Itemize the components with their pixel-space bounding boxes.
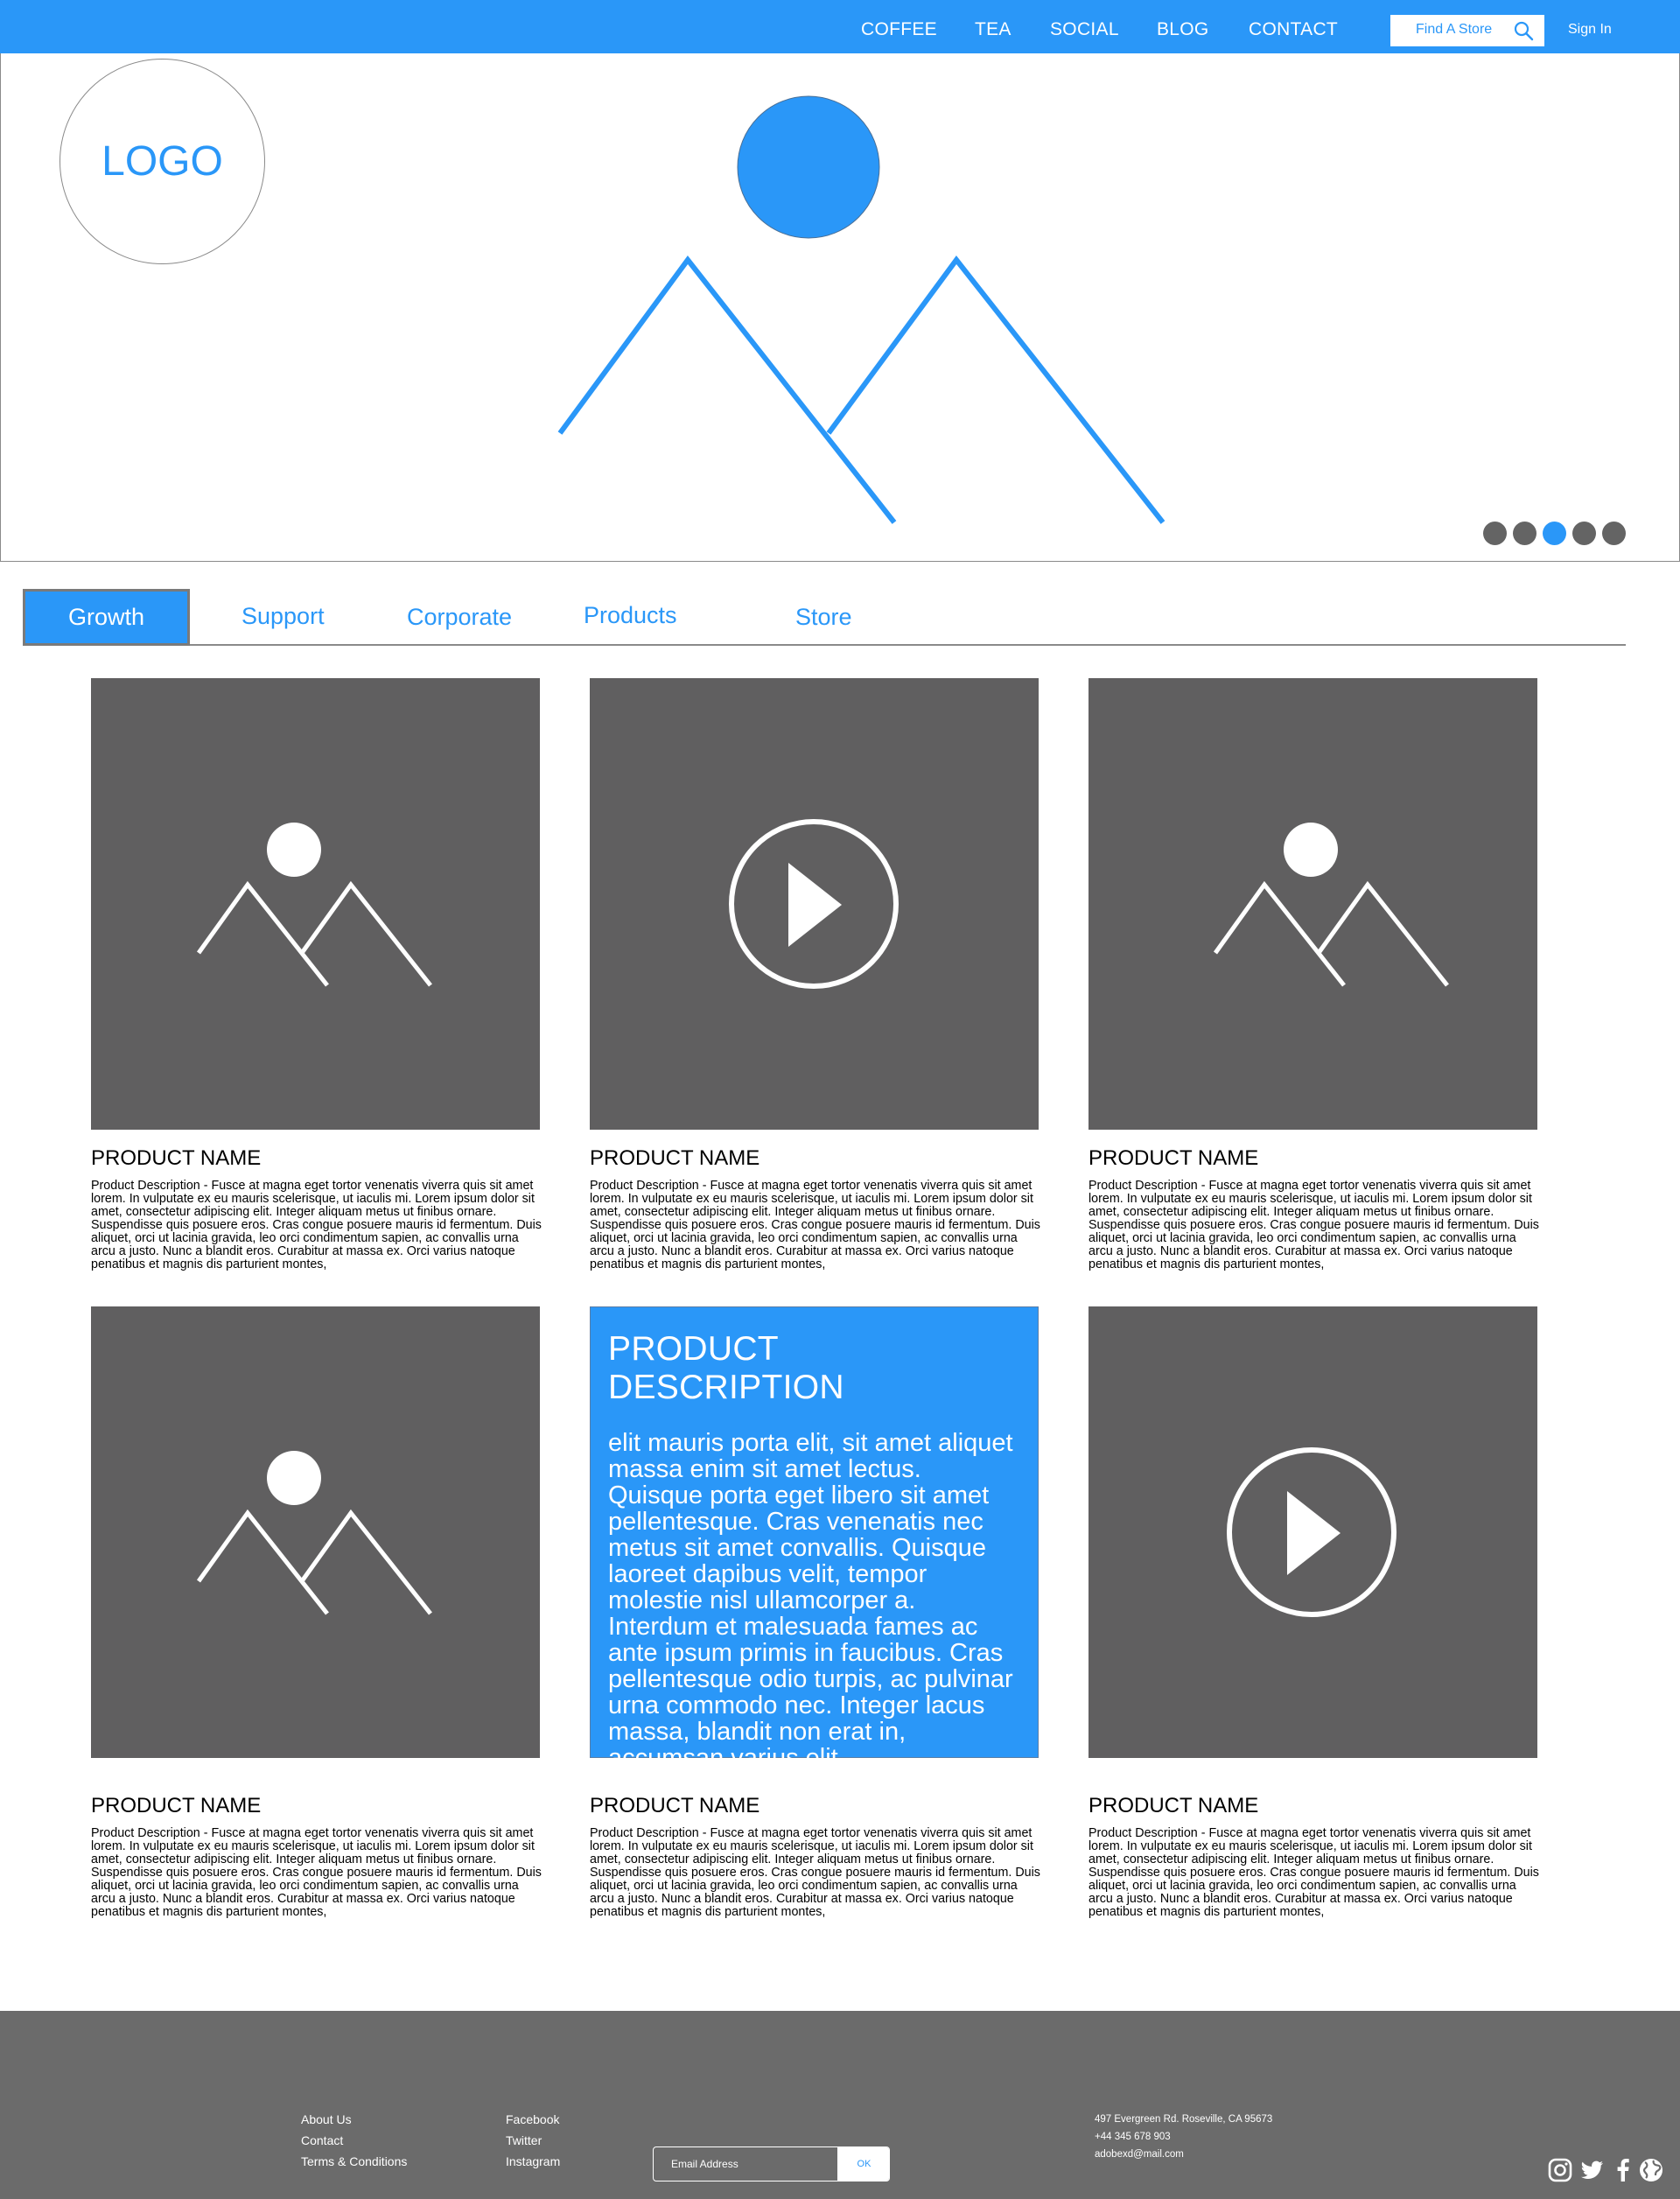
carousel-dot-1[interactable]	[1483, 522, 1507, 545]
product-image-1[interactable]	[91, 678, 540, 1130]
search-icon[interactable]	[1513, 20, 1534, 41]
footer-link-about[interactable]: About Us	[301, 2112, 352, 2126]
product-name: PRODUCT NAME	[1088, 1794, 1259, 1817]
email-input[interactable]	[654, 2147, 837, 2181]
tab-support[interactable]: Support	[242, 603, 325, 629]
product-image-4[interactable]	[91, 1306, 540, 1758]
logo[interactable]	[60, 59, 265, 264]
product-name: PRODUCT NAME	[91, 1146, 262, 1170]
product-name: PRODUCT NAME	[1088, 1146, 1259, 1170]
nav-link-tea[interactable]: TEA	[975, 19, 1012, 39]
twitter-icon[interactable]	[1579, 2157, 1606, 2183]
product-description: Product Description - Fusce at magna eget tortor venenatis viverra quis sit amet lorem. In vulputate ex eu mauris scelerisque, ut iaculis mi. Lorem ipsum dolor sit amet, consectetur adipiscing elit. Integer aliquam metus ut finibus ornare. Suspendisse quis posuere eros. Cras congue posuere mauris id fermentum. Duis aliquet, orci ut lacinia gravida, leo orci condimentum sapien, ac convallis urna arcu a justo. Nunc a blandit eros. Curabitur at massa ex. Orci varius natoque penatibus et magnis dis parturient montes,	[1088, 1826, 1539, 1919]
footer-address: 497 Evergreen Rd. Roseville, CA 95673	[1095, 2114, 1273, 2125]
description-card-title: PRODUCT DESCRIPTION	[608, 1330, 844, 1406]
nav-link-coffee[interactable]: COFFEE	[861, 19, 937, 39]
footer-phone: +44 345 678 903	[1095, 2132, 1171, 2142]
facebook-icon[interactable]	[1610, 2157, 1636, 2183]
ok-button[interactable]: OK	[837, 2147, 890, 2181]
top-nav-bar	[0, 0, 1680, 53]
product-description: Product Description - Fusce at magna eget tortor venenatis viverra quis sit amet lorem. In vulputate ex eu mauris scelerisque, ut iaculis mi. Lorem ipsum dolor sit amet, consectetur adipiscing elit. Integer aliquam metus ut finibus ornare. Suspendisse quis posuere eros. Cras congue posuere mauris id fermentum. Duis aliquet, orci ut lacinia gravida, leo orci condimentum sapien, ac convallis urna arcu a justo. Nunc a blandit eros. Curabitur at massa ex. Orci varius natoque penatibus et magnis dis parturient montes,	[91, 1179, 542, 1271]
nav-link-social[interactable]: SOCIAL	[1050, 19, 1119, 39]
product-description-card	[590, 1306, 1039, 1772]
hero-banner	[0, 53, 1680, 562]
play-icon[interactable]	[1088, 1306, 1537, 1758]
product-description: Product Description - Fusce at magna eget tortor venenatis viverra quis sit amet lorem. In vulputate ex eu mauris scelerisque, ut iaculis mi. Lorem ipsum dolor sit amet, consectetur adipiscing elit. Integer aliquam metus ut finibus ornare. Suspendisse quis posuere eros. Cras congue posuere mauris id fermentum. Duis aliquet, orci ut lacinia gravida, leo orci condimentum sapien, ac convallis urna arcu a justo. Nunc a blandit eros. Curabitur at massa ex. Orci varius natoque penatibus et magnis dis parturient montes,	[590, 1179, 1040, 1271]
nav-link-contact[interactable]: CONTACT	[1249, 19, 1339, 39]
footer-link-terms[interactable]: Terms & Conditions	[301, 2154, 408, 2168]
product-name: PRODUCT NAME	[590, 1794, 760, 1817]
find-store-search[interactable]	[1390, 15, 1544, 46]
play-icon[interactable]	[590, 678, 1039, 1130]
find-store-label: Find A Store	[1416, 22, 1493, 37]
product-description: Product Description - Fusce at magna eget tortor venenatis viverra quis sit amet lorem. In vulputate ex eu mauris scelerisque, ut iaculis mi. Lorem ipsum dolor sit amet, consectetur adipiscing elit. Integer aliquam metus ut finibus ornare. Suspendisse quis posuere eros. Cras congue posuere mauris id fermentum. Duis aliquet, orci ut lacinia gravida, leo orci condimentum sapien, ac convallis urna arcu a justo. Nunc a blandit eros. Curabitur at massa ex. Orci varius natoque penatibus et magnis dis parturient montes,	[590, 1826, 1040, 1919]
product-name: PRODUCT NAME	[91, 1794, 262, 1817]
tab-products[interactable]: Products	[584, 602, 677, 628]
carousel-dot-2[interactable]	[1513, 522, 1536, 545]
carousel-dot-3-active[interactable]	[1543, 522, 1566, 545]
product-video-2[interactable]	[590, 678, 1039, 1130]
product-video-6[interactable]	[1088, 1306, 1537, 1758]
footer-link-facebook[interactable]: Facebook	[506, 2112, 560, 2126]
sign-in-link[interactable]: Sign In	[1568, 22, 1612, 37]
tabs-divider	[23, 644, 1626, 646]
footer-link-instagram[interactable]: Instagram	[506, 2154, 561, 2168]
logo-text: LOGO	[102, 138, 223, 185]
image-placeholder-icon	[1088, 678, 1537, 1130]
product-image-3[interactable]	[1088, 678, 1537, 1130]
image-placeholder-icon	[91, 1306, 540, 1758]
product-name: PRODUCT NAME	[590, 1146, 760, 1170]
newsletter-form	[653, 2146, 890, 2181]
globe-icon[interactable]	[1638, 2157, 1664, 2183]
footer-link-contact[interactable]: Contact	[301, 2133, 344, 2147]
carousel-dot-4[interactable]	[1572, 522, 1596, 545]
carousel-dot-5[interactable]	[1602, 522, 1626, 545]
footer-email: adobexd@mail.com	[1095, 2149, 1184, 2160]
footer-link-twitter[interactable]: Twitter	[506, 2133, 542, 2147]
nav-link-blog[interactable]: BLOG	[1157, 19, 1209, 39]
footer	[0, 2011, 1680, 2199]
description-card-body: elit mauris porta elit, sit amet aliquet massa enim sit amet lectus. Quisque porta eget libero sit amet pellentesque. Cras venenatis nec metus sit amet convallis. Quisque laoreet dapibus velit, tempor molestie nisl ullamcorper a. Interdum et malesuada fames ac ante ipsum primis in faucibus. Cras pellentesque odio turpis, ac pulvinar urna commodo nec. Integer lacus massa, blandit non erat in, accumsan varius elit.	[608, 1429, 1013, 1772]
tab-corporate[interactable]: Corporate	[407, 604, 513, 630]
instagram-icon[interactable]	[1547, 2157, 1573, 2183]
product-description: Product Description - Fusce at magna eget tortor venenatis viverra quis sit amet lorem. In vulputate ex eu mauris scelerisque, ut iaculis mi. Lorem ipsum dolor sit amet, consectetur adipiscing elit. Integer aliquam metus ut finibus ornare. Suspendisse quis posuere eros. Cras congue posuere mauris id fermentum. Duis aliquet, orci ut lacinia gravida, leo orci condimentum sapien, ac convallis urna arcu a justo. Nunc a blandit eros. Curabitur at massa ex. Orci varius natoque penatibus et magnis dis parturient montes,	[91, 1826, 542, 1919]
tab-growth[interactable]: Growth	[23, 589, 190, 646]
tab-store[interactable]: Store	[795, 604, 852, 630]
product-description: Product Description - Fusce at magna eget tortor venenatis viverra quis sit amet lorem. In vulputate ex eu mauris scelerisque, ut iaculis mi. Lorem ipsum dolor sit amet, consectetur adipiscing elit. Integer aliquam metus ut finibus ornare. Suspendisse quis posuere eros. Cras congue posuere mauris id fermentum. Duis aliquet, orci ut lacinia gravida, leo orci condimentum sapien, ac convallis urna arcu a justo. Nunc a blandit eros. Curabitur at massa ex. Orci varius natoque penatibus et magnis dis parturient montes,	[1088, 1179, 1539, 1271]
image-placeholder-icon	[91, 678, 540, 1130]
